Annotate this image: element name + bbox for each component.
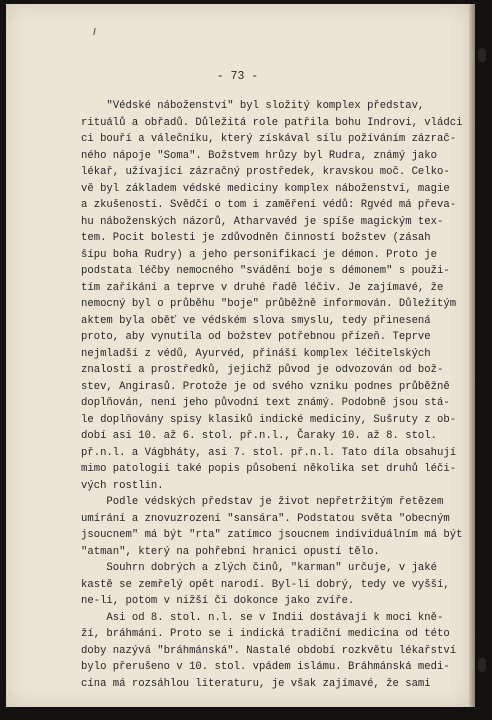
- text-line: ného nápoje "Soma". Božstvem hrůzy byl Rudra, známý jako: [81, 149, 438, 162]
- text-line: "atman", který na pohřební hranici opustí tělo.: [81, 545, 380, 558]
- text-line: rituálů a obřadů. Důležitá role patřila bohu Indrovi, vládci: [81, 116, 463, 129]
- binding-hole-bottom: [478, 658, 486, 672]
- text-line: př.n.l. a Vágbháty, asi 7. stol. př.n.l. Tato díla obsahují: [81, 446, 457, 459]
- text-line: kastě se zemřelý opět narodí. Byl-li dobrý, tedy ve vyšší,: [81, 578, 450, 591]
- text-line: ci bouří a válečníku, který získával sílu požíváním zázrač-: [81, 133, 457, 145]
- text-line: Podle védských představ je život nepřetržitým řetězem: [81, 496, 444, 508]
- text-line: bylo přerušeno v 10. stol. vpádem islámu. Bráhmánská medi-: [81, 661, 450, 673]
- page-number: - 73 -: [216, 70, 259, 83]
- text-line: hu náboženských názorů, Atharvavéd je spíše magickým tex-: [81, 215, 444, 228]
- text-line: cína má rozsáhlou literaturu, je však zajímavé, že sami: [81, 677, 431, 690]
- text-line: dobí asi 10. až 6. stol. př.n.l., Čaraky 10. až 8. stol.: [81, 430, 438, 442]
- text-line: mimo patologii také popis působení několika set druhů léči-: [81, 463, 457, 475]
- text-line: vých rostlin.: [81, 479, 164, 492]
- text-line: le doplňovány spisy klasiků indické mediciny, Sušruty z ob-: [81, 413, 457, 426]
- text-line: doby nazývá "bráhmánská". Nastalé období rozkvětu lékařství: [81, 644, 457, 657]
- text-line: "Védské náboženství" byl složitý komplex představ,: [81, 100, 425, 112]
- text-line: a zkušeností. Svědčí o tom i zaměření védů: Rgvéd má převa-: [81, 199, 457, 211]
- pencil-tick-mark: [93, 28, 95, 35]
- text-line: stev, Angirasů. Protože je od svého vzniku podnes průběžně: [81, 380, 450, 393]
- text-line: podstata léčby nemocného "svádění boje s démonem" s použi-: [81, 265, 450, 277]
- text-line: ží, bráhmáni. Proto se i indická tradiční medicína od této: [81, 628, 450, 640]
- text-line: ne-li, potom v nižší či dokonce jako zvíře.: [81, 595, 355, 607]
- text-line: lékař, užívající zázračný prostředek, kravskou moč. Celko-: [81, 166, 450, 178]
- typewritten-body-text: [81, 98, 476, 692]
- text-line: šípu boha Rudry) a jeho personifikací je démon. Proto je: [81, 248, 438, 261]
- text-line: aktem byla oběť ve védském slova smyslu, tedy přinesená: [81, 314, 431, 327]
- text-line: jsoucnem" má být "rta" zatímco jsoucnem individuálním má být: [81, 529, 463, 541]
- text-line: tím zaříkání a teprve v druhé řadě léčiv. Je zajímavé, že: [81, 281, 444, 294]
- text-line: doplňován, není jeho původní text známý. Podobně jsou stá-: [81, 397, 450, 409]
- text-line: proto, aby vynutila od božstev potřebnou přízeň. Teprve: [81, 331, 431, 343]
- text-line: znalostí a prostředků, jejichž původ je odvozován od bož-: [81, 364, 444, 376]
- text-line: nejmladší z védů, Ayurvéd, přináší komplex léčitelských: [81, 347, 431, 360]
- text-line: tem. Pocit bolesti je zdůvodněn činností božstev (zásah: [81, 232, 431, 244]
- text-line: vě byl základem védské mediciny komplex náboženství, magie: [81, 182, 450, 195]
- text-line: Souhrn dobrých a zlých činů, "karman" určuje, v jaké: [81, 562, 438, 574]
- text-line: umírání a znovuzrození "sansára". Podstatou světa "obecným: [81, 512, 450, 525]
- binding-hole-top: [478, 48, 486, 62]
- text-line: Asi od 8. stol. n.l. se v Indii dostávají k moci kně-: [81, 611, 444, 624]
- text-line: nemocný byl o průběhu "boje" průběžně informován. Důležitým: [81, 298, 457, 310]
